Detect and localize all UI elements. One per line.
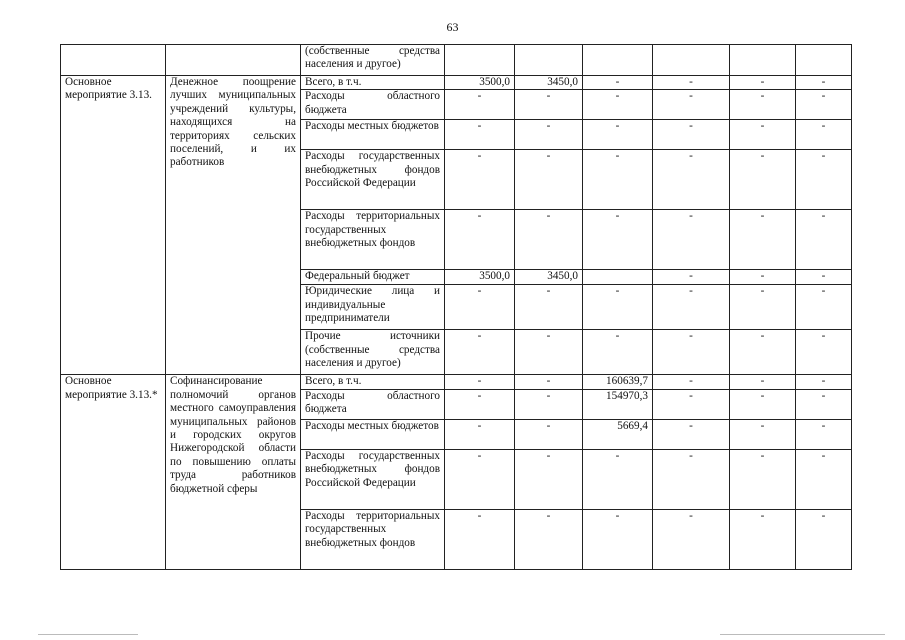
measure-cell: Основное мероприятие 3.13.* — [61, 375, 166, 569]
source-cell: Расходы местных бюджетов — [301, 419, 445, 449]
value-cell: - — [796, 150, 852, 210]
value-cell: - — [730, 330, 796, 375]
value-cell: - — [730, 449, 796, 509]
value-cell: - — [796, 375, 852, 389]
value-cell: - — [445, 449, 515, 509]
value-cell: - — [515, 330, 583, 375]
table-row — [61, 375, 852, 389]
value-cell: - — [515, 285, 583, 330]
value-cell: - — [653, 285, 730, 330]
value-cell — [583, 270, 653, 285]
source-cell: Расходы местных бюджетов — [301, 120, 445, 150]
value-cell: - — [653, 150, 730, 210]
source-cell: Всего, в т.ч. — [301, 76, 445, 90]
value-cell: - — [515, 509, 583, 569]
value-cell: - — [796, 120, 852, 150]
value-cell — [583, 45, 653, 76]
value-cell: - — [730, 90, 796, 120]
value-cell: - — [796, 285, 852, 330]
value-cell: - — [445, 509, 515, 569]
value-cell: - — [653, 210, 730, 270]
table-row — [61, 76, 852, 90]
value-cell: - — [515, 375, 583, 389]
value-cell: - — [583, 509, 653, 569]
value-cell: - — [583, 90, 653, 120]
value-cell: - — [796, 509, 852, 569]
value-cell: - — [515, 90, 583, 120]
table-row — [61, 45, 852, 76]
value-cell: - — [796, 76, 852, 90]
source-cell: Расходы территориальных государственных внебюджетных фондов — [301, 210, 445, 270]
value-cell: - — [730, 150, 796, 210]
value-cell: - — [445, 120, 515, 150]
value-cell: - — [730, 389, 796, 419]
value-cell: - — [653, 389, 730, 419]
value-cell: - — [796, 389, 852, 419]
value-cell: - — [583, 330, 653, 375]
footer-rule — [38, 634, 138, 635]
value-cell: - — [515, 419, 583, 449]
value-cell: - — [445, 210, 515, 270]
value-cell: - — [515, 120, 583, 150]
value-cell: - — [730, 210, 796, 270]
value-cell: 5669,4 — [583, 419, 653, 449]
value-cell: - — [730, 509, 796, 569]
source-cell: Прочие источники (собственные средства населения и другое) — [301, 330, 445, 375]
value-cell: - — [730, 419, 796, 449]
value-cell: - — [796, 449, 852, 509]
value-cell: - — [445, 389, 515, 419]
value-cell: - — [653, 76, 730, 90]
source-cell: Расходы областного бюджета — [301, 90, 445, 120]
value-cell: 3450,0 — [515, 76, 583, 90]
value-cell: - — [796, 90, 852, 120]
value-cell: - — [445, 90, 515, 120]
value-cell: - — [583, 150, 653, 210]
value-cell: - — [653, 120, 730, 150]
source-cell: Расходы областного бюджета — [301, 389, 445, 419]
footer-rule — [720, 634, 885, 635]
source-cell: (собственные средства населения и другое) — [301, 45, 445, 76]
value-cell: - — [796, 330, 852, 375]
value-cell — [730, 45, 796, 76]
value-cell — [796, 45, 852, 76]
value-cell: - — [515, 210, 583, 270]
description-cell: Софинансирование полномочий органов местного самоуправления муниципальных районов и городских округов Нижегородской области по повышению оплаты труда работников бюджетной сферы — [166, 375, 301, 569]
value-cell — [445, 45, 515, 76]
value-cell: - — [653, 270, 730, 285]
value-cell: - — [730, 270, 796, 285]
source-cell: Расходы территориальных государственных внебюджетных фондов — [301, 509, 445, 569]
value-cell: - — [653, 90, 730, 120]
value-cell: - — [653, 375, 730, 389]
value-cell: - — [730, 120, 796, 150]
value-cell: - — [583, 449, 653, 509]
value-cell: - — [515, 449, 583, 509]
description-cell: Денежное поощрение лучших муниципальных учреждений культуры, находящихся на территориях сельских поселений, и их работников — [166, 76, 301, 375]
value-cell — [515, 45, 583, 76]
value-cell: - — [730, 285, 796, 330]
value-cell: 3500,0 — [445, 76, 515, 90]
value-cell: - — [796, 270, 852, 285]
value-cell: - — [445, 330, 515, 375]
source-cell: Всего, в т.ч. — [301, 375, 445, 389]
value-cell: - — [583, 210, 653, 270]
value-cell: - — [583, 120, 653, 150]
value-cell: 160639,7 — [583, 375, 653, 389]
value-cell: - — [653, 509, 730, 569]
source-cell: Расходы государственных внебюджетных фондов Российской Федерации — [301, 449, 445, 509]
value-cell — [653, 45, 730, 76]
source-cell: Юридические лица и индивидуальные предприниматели — [301, 285, 445, 330]
value-cell: - — [583, 285, 653, 330]
value-cell: - — [515, 389, 583, 419]
value-cell: 154970,3 — [583, 389, 653, 419]
page-number: 63 — [446, 20, 459, 34]
source-cell: Расходы государственных внебюджетных фондов Российской Федерации — [301, 150, 445, 210]
value-cell: - — [796, 210, 852, 270]
value-cell: - — [653, 449, 730, 509]
value-cell: - — [445, 375, 515, 389]
value-cell: - — [445, 285, 515, 330]
value-cell: - — [796, 419, 852, 449]
value-cell: - — [730, 375, 796, 389]
value-cell: 3450,0 — [515, 270, 583, 285]
value-cell: - — [583, 76, 653, 90]
measure-cell — [61, 45, 166, 76]
description-cell — [166, 45, 301, 76]
value-cell: - — [445, 150, 515, 210]
budget-table — [60, 44, 852, 570]
source-cell: Федеральный бюджет — [301, 270, 445, 285]
value-cell: - — [515, 150, 583, 210]
value-cell: - — [653, 330, 730, 375]
value-cell: - — [445, 419, 515, 449]
value-cell: - — [730, 76, 796, 90]
measure-cell: Основное мероприятие 3.13. — [61, 76, 166, 375]
value-cell: - — [653, 419, 730, 449]
value-cell: 3500,0 — [445, 270, 515, 285]
